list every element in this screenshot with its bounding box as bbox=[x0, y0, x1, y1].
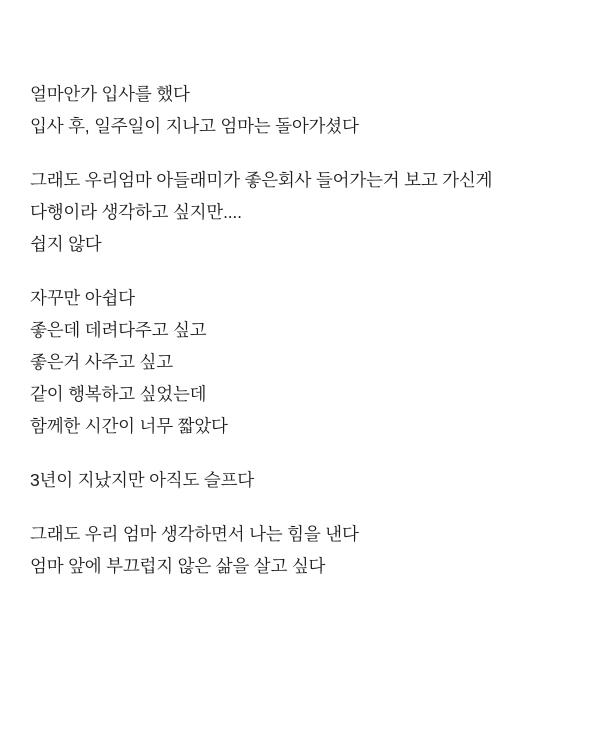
text-line: 함께한 시간이 너무 짧았다 bbox=[30, 416, 228, 436]
text-line: 좋은데 데려다주고 싶고 bbox=[30, 320, 207, 340]
paragraph-5 bbox=[30, 518, 570, 582]
text-line: 입사 후, 일주일이 지나고 엄마는 돌아가셨다 bbox=[30, 116, 359, 136]
text-line: 같이 행복하고 싶었는데 bbox=[30, 384, 207, 404]
text-line: 그래도 우리 엄마 생각하면서 나는 힘을 낸다 bbox=[30, 524, 359, 544]
text-line: 3년이 지났지만 아직도 슬프다 bbox=[30, 470, 254, 490]
text-line: 다행이라 생각하고 싶지만.... bbox=[30, 202, 242, 222]
text-line: 자꾸만 아쉽다 bbox=[30, 288, 135, 308]
text-line: 좋은거 사주고 싶고 bbox=[30, 352, 173, 372]
text-line: 그래도 우리엄마 아들래미가 좋은회사 들어가는거 보고 가신게 bbox=[30, 170, 493, 190]
text-line: 쉽지 않다 bbox=[30, 234, 102, 254]
paragraph-1 bbox=[30, 78, 570, 142]
paragraph-4 bbox=[30, 464, 570, 496]
text-line: 엄마 앞에 부끄럽지 않은 삶을 살고 싶다 bbox=[30, 556, 326, 576]
text-line: 얼마안가 입사를 했다 bbox=[30, 84, 190, 104]
paragraph-3 bbox=[30, 282, 570, 442]
document-body bbox=[30, 78, 570, 582]
paragraph-2 bbox=[30, 164, 570, 260]
